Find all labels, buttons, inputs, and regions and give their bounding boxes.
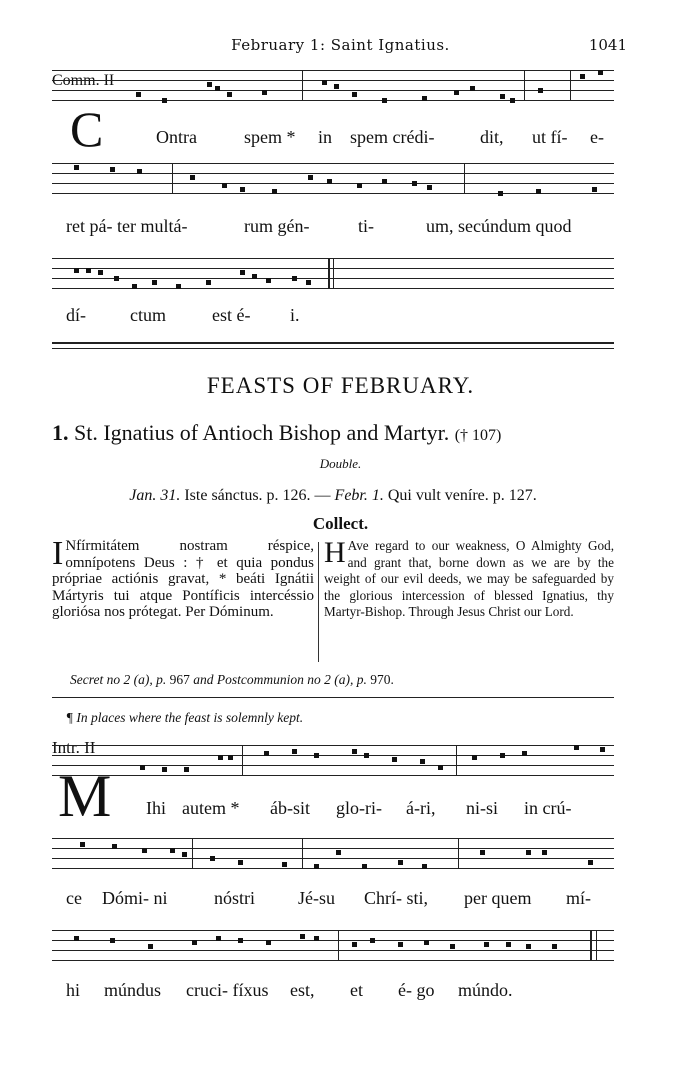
introit-lyric-3e: et xyxy=(350,980,363,1000)
communion-lyric-1b: spem * xyxy=(244,127,296,147)
collect-english xyxy=(324,538,614,621)
feast-rank: Double. xyxy=(319,456,362,471)
ref1-page: p. 126. xyxy=(266,487,311,504)
introit-lyric-2g: mí- xyxy=(566,888,591,908)
postcommunion-page: 970. xyxy=(370,672,394,687)
introit-lyric-2e: Chrí- sti, xyxy=(364,888,429,908)
introit-initial: M xyxy=(58,763,112,829)
secret-label: Secret xyxy=(70,672,104,687)
collect-heading: Collect. xyxy=(312,514,369,533)
introit-lyric-1d: glo-ri- xyxy=(336,798,382,818)
communion-lyric-2b: rum gén- xyxy=(244,216,310,236)
collect-english-initial: H xyxy=(324,536,346,569)
communion-lyric-1a: Ontra xyxy=(156,127,197,147)
communion-lyric-1g: e- xyxy=(590,127,604,147)
postcommunion-page-label: p. xyxy=(356,672,367,687)
introit-lyric-1c: áb-sit xyxy=(270,798,310,818)
running-header: February 1: Saint Ignatius. xyxy=(231,36,450,54)
introit-staff-1 xyxy=(52,745,614,775)
collect-column-divider xyxy=(318,542,319,662)
introit-lyric-3g: múndo. xyxy=(458,980,513,1000)
ref2-day: Febr. 1. xyxy=(334,487,384,504)
secret-number: no 2 (a), xyxy=(106,672,153,687)
introit-lyric-3a: hi xyxy=(66,980,81,1000)
introit-lyric-2a: ce xyxy=(66,888,82,908)
communion-initial: C xyxy=(70,101,104,157)
introit-staff-3 xyxy=(52,930,614,960)
section-double-rule-bottom xyxy=(52,348,614,349)
feast-name: St. Ignatius of Antioch Bishop and Martyr. xyxy=(74,420,450,445)
communion-lyric-1e: dit, xyxy=(480,127,504,147)
introit-lyric-2f: per quem xyxy=(464,888,532,908)
secret-page-label: p. xyxy=(156,672,167,687)
introit-lyric-3d: est, xyxy=(290,980,315,1000)
introit-staff-2 xyxy=(52,838,614,868)
ref2-page: p. 127. xyxy=(492,487,537,504)
introit-lyric-1f: ni-si xyxy=(466,798,499,818)
introit-lyric-3f: é- go xyxy=(398,980,435,1000)
collect-english-text: Ave regard to our weakness, O Almighty God, and grant that, borne down as we are by the weight of our evil deeds, we may be safeguarded by the glorious intercession of blessed Ignatius, thy Martyr-Bishop. Through Jesus Christ our Lord. xyxy=(324,538,614,620)
rubric-note: ¶ In places where the feast is solemnly kept. xyxy=(66,710,304,725)
introit-lyric-1b: autem * xyxy=(182,798,240,818)
ref2-text: Qui vult veníre. xyxy=(387,487,489,504)
postcommunion-label: and Postcommunion xyxy=(193,672,304,687)
secret-page: 967 xyxy=(169,672,190,687)
communion-mode-label: Comm. II xyxy=(52,72,115,89)
postcommunion-number: no 2 (a), xyxy=(307,672,354,687)
communion-lyric-2c: ti- xyxy=(358,216,374,236)
collect-latin xyxy=(52,535,314,621)
secret-postcommunion-line xyxy=(70,672,394,688)
communion-lyric-2d: um, secúndum quod xyxy=(426,216,572,236)
communion-lyric-1f: ut fí- xyxy=(532,127,568,147)
introit-lyric-3b: múndus xyxy=(104,980,162,1000)
introit-lyric-2c: nóstri xyxy=(214,888,256,908)
collect-latin-text: Nfírmitátem nostram réspice, omnípotens Deus : † et quia pondus própriae actiónis gravat, * beáti Ignátii Mártyris tui atque Pontíficis intercéssio gloriósa nos prótegat. Per Dóminum. xyxy=(52,538,314,621)
ref1-text: Iste sánctus. xyxy=(184,487,263,504)
introit-lyric-2d: Jé-su xyxy=(298,888,335,908)
introit-lyric-1g: in crú- xyxy=(524,798,572,818)
communion-lyric-3d: i. xyxy=(290,305,300,325)
section-title: FEASTS OF FEBRUARY. xyxy=(206,373,475,398)
communion-lyric-3b: ctum xyxy=(130,305,166,325)
feast-heading xyxy=(52,420,501,446)
ref1-day: Jan. 31. xyxy=(129,487,181,504)
page-number: 1041 xyxy=(588,36,627,54)
introit-lyric-1a: Ihi xyxy=(146,798,166,818)
introit-mode-label: Intr. II xyxy=(52,738,96,757)
feast-number: 1. xyxy=(52,420,69,445)
communion-lyric-2a: ret pá- ter multá- xyxy=(66,216,188,236)
introit-lyric-1e: á-ri, xyxy=(406,798,436,818)
rubric-rule xyxy=(52,697,614,698)
communion-staff-2 xyxy=(52,163,614,193)
feast-references xyxy=(52,487,614,505)
communion-staff-3 xyxy=(52,258,614,288)
introit-lyric-3c: cruci- fíxus xyxy=(186,980,269,1000)
ref-separator: — xyxy=(314,487,331,504)
collect-latin-initial: I xyxy=(52,535,64,572)
communion-lyric-3c: est é- xyxy=(212,305,251,325)
communion-staff-1 xyxy=(52,70,614,100)
communion-lyric-1c: in xyxy=(318,127,333,147)
feast-date: († 107) xyxy=(454,427,502,444)
communion-lyric-3a: dí- xyxy=(66,305,86,325)
introit-lyric-2b: Dómi- ni xyxy=(102,888,168,908)
communion-lyric-1d: spem crédi- xyxy=(350,127,435,147)
section-double-rule-top xyxy=(52,342,614,344)
